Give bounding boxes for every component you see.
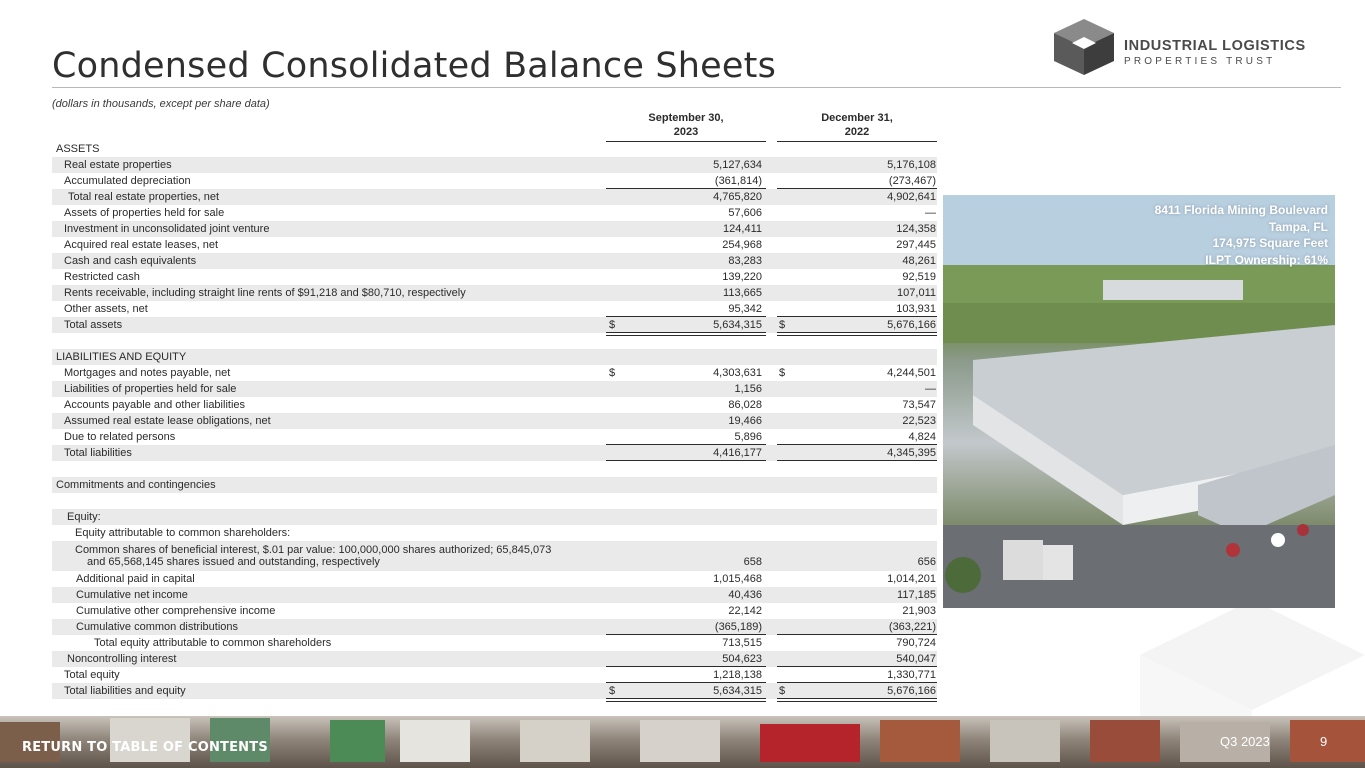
table-row: Acquired real estate leases, net 254,968 297,445 — [64, 239, 936, 251]
table-row: Restricted cash 139,220 92,519 — [64, 271, 936, 283]
table-row: Investment in unconsolidated joint venture 124,411 124,358 — [52, 221, 937, 237]
table-row: Equity attributable to common shareholders: — [75, 527, 291, 539]
table-row: Common shares of beneficial interest, $.01 par value: 100,000,000 shares authorized; 65,845,073 and 65,568,145 shares issued and outstanding, respectively 658 656 — [52, 541, 937, 571]
units-note: (dollars in thousands, except per share data) — [52, 98, 270, 110]
decorative-cube-watermark — [1140, 600, 1365, 730]
table-row: Accounts payable and other liabilities 86,028 73,547 — [64, 399, 936, 411]
company-logo — [1054, 19, 1324, 75]
column-header-sep-2023: September 30, 2023 — [606, 111, 766, 139]
table-row-total-assets: Total assets $ 5,634,315 $ 5,676,166 — [52, 317, 937, 333]
property-photo — [943, 195, 1335, 608]
table-row: Real estate properties 5,127,634 5,176,108 — [52, 157, 937, 173]
section-header-assets: ASSETS — [56, 143, 100, 155]
balance-sheet-table — [52, 141, 937, 699]
logo-cube-icon — [1054, 19, 1114, 75]
table-row: Additional paid in capital 1,015,468 1,014,201 — [76, 573, 936, 585]
column-header-dec-2022: December 31, 2022 — [777, 111, 937, 139]
table-row: Cumulative common distributions (365,189) (363,221) — [52, 619, 937, 635]
return-to-toc-link[interactable]: RETURN TO TABLE OF CONTENTS — [22, 740, 268, 755]
table-row: Total equity attributable to common shareholders 713,515 790,724 — [94, 637, 936, 649]
table-row: Rents receivable, including straight line rents of $91,218 and $80,710, respectively 113,665 107,011 — [52, 285, 937, 301]
quarter-label: Q3 2023 — [1220, 734, 1270, 749]
table-row: Total real estate properties, net 4,765,820 4,902,641 — [52, 189, 937, 205]
table-row-commitments: Commitments and contingencies — [52, 477, 937, 493]
spacer-row — [52, 461, 937, 477]
table-row: Due to related persons 5,896 4,824 — [64, 431, 936, 443]
table-row: Assumed real estate lease obligations, net 19,466 22,523 — [52, 413, 937, 429]
table-row: Cash and cash equivalents 83,283 48,261 — [52, 253, 937, 269]
table-row: Liabilities of properties held for sale 1,156 — — [52, 381, 937, 397]
table-row: Cumulative net income 40,436 117,185 — [52, 587, 937, 603]
table-row: Noncontrolling interest 504,623 540,047 — [52, 651, 937, 667]
table-row: Total equity 1,218,138 1,330,771 — [64, 669, 936, 681]
table-row: Other assets, net 95,342 103,931 — [64, 303, 936, 315]
page-number: 9 — [1320, 734, 1328, 749]
property-caption: 8411 Florida Mining Boulevard Tampa, FL 174,975 Square Feet ILPT Ownership: 61% — [1154, 203, 1328, 267]
page-title: Condensed Consolidated Balance Sheets — [52, 46, 777, 86]
title-divider — [52, 87, 1341, 88]
section-header-equity: Equity: — [52, 509, 937, 525]
table-row-total-liabilities: Total liabilities 4,416,177 4,345,395 — [52, 445, 937, 461]
logo-text-primary: INDUSTRIAL LOGISTICS — [1124, 38, 1306, 54]
table-row: Assets of properties held for sale 57,606 — — [64, 207, 936, 219]
table-row: Mortgages and notes payable, net $ 4,303,631 $ 4,244,501 — [64, 367, 936, 379]
table-row: Accumulated depreciation (361,814) (273,467) — [64, 175, 936, 187]
section-header-liabilities: LIABILITIES AND EQUITY — [52, 349, 937, 365]
spacer-row — [52, 493, 937, 509]
logo-text-secondary: PROPERTIES TRUST — [1124, 56, 1276, 67]
spacer-row — [52, 333, 937, 349]
table-row-total-liabilities-equity: Total liabilities and equity $ 5,634,315 $ 5,676,166 — [52, 683, 937, 699]
table-row: Cumulative other comprehensive income 22,142 21,903 — [76, 605, 936, 617]
